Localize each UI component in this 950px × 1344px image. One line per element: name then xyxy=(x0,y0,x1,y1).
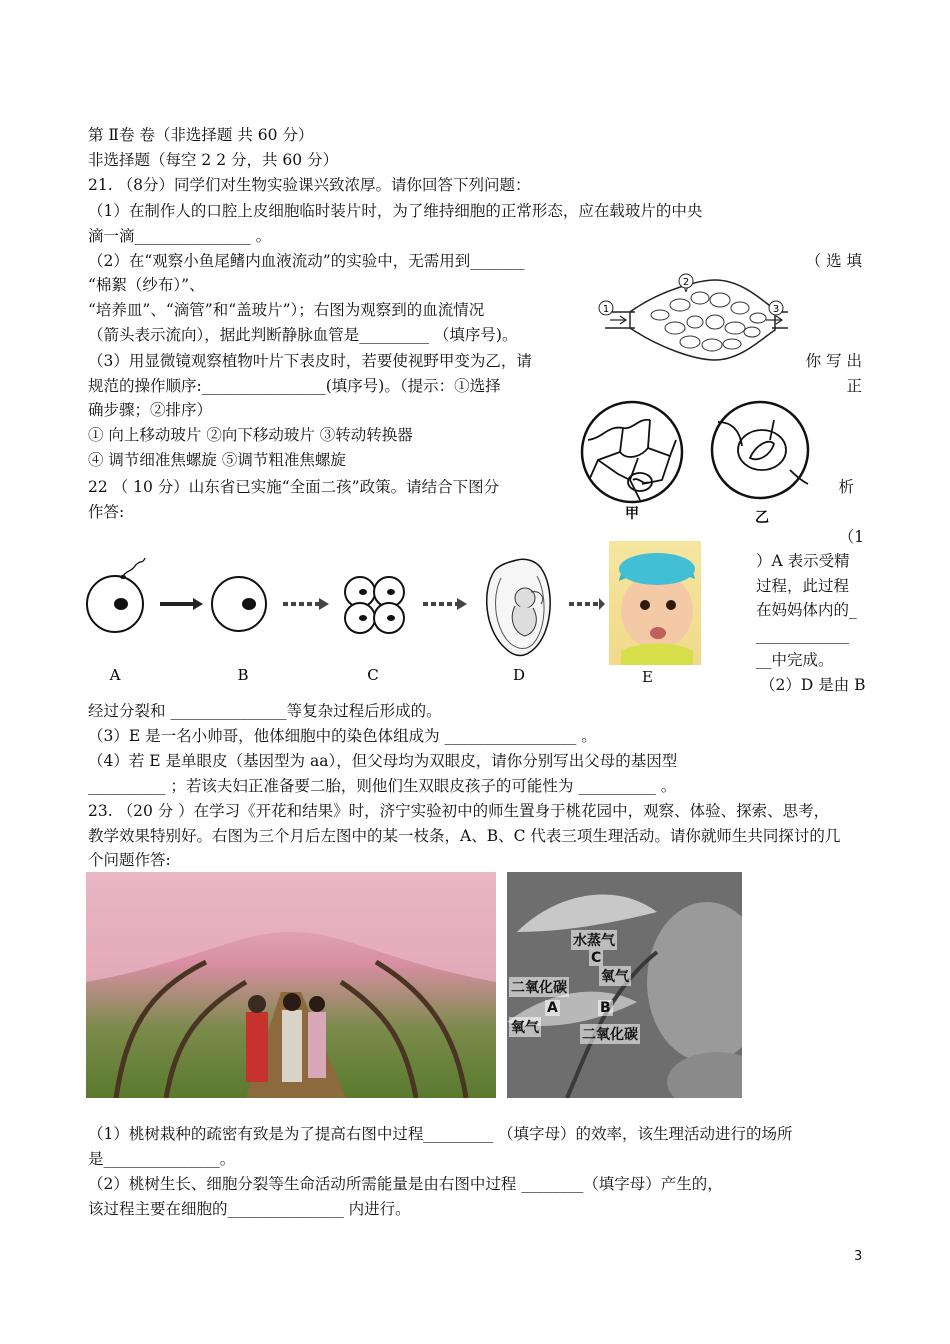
vessel-label-2: 2 xyxy=(682,277,690,288)
blood-vessel-figure xyxy=(590,270,790,370)
q23-head3: 个问题作答: xyxy=(88,851,171,869)
q23-head2: 教学效果特别好。右图为三个月后左图中的某一枝条，A、B、C 代表三项生理活动。请你就师生共同探讨的几 xyxy=(88,827,841,845)
baby-photo xyxy=(609,541,701,665)
q21-p1a: （1）在制作人的口腔上皮细胞临时装片时，为了维持细胞的正常形态，应在载玻片的中央 xyxy=(88,202,703,220)
leaf-label-a: A xyxy=(547,1000,558,1016)
microscope-fields-figure xyxy=(578,400,818,530)
q22-side5: ____________ xyxy=(756,626,849,644)
peach-orchard-photo xyxy=(86,872,496,1098)
q21-p2c: “培养皿”、“滴管”和“盖玻片”）；右图为观察到的血流情况 xyxy=(88,301,485,319)
q23-head: 23. （20 分 ）在学习《开花和结果》时，济宁实验初中的师生置身于桃花园中，观察、体验、探索、思考， xyxy=(88,802,830,820)
q22-side2: ）A 表示受精 xyxy=(756,552,850,570)
vessel-label-3: 3 xyxy=(772,304,780,315)
leaf-label-co2-bottom: 二氧化碳 xyxy=(580,1024,640,1044)
page-number: 3 xyxy=(854,1249,863,1264)
q22-side6: __中完成。 xyxy=(756,651,834,669)
q21-p3c: 确步骤；②排序） xyxy=(88,401,213,419)
section-subtitle: 非选择题（每空 2 2 分，共 60 分） xyxy=(88,151,339,169)
vessel-label-1: 1 xyxy=(602,304,610,315)
leaf-label-b: B xyxy=(600,1000,611,1016)
stage-label-a: A xyxy=(109,666,121,684)
q23-p1a: （1）桃树栽种的疏密有致是为了提高右图中过程_________ （填字母）的效率，该生理活动进行的场所 xyxy=(88,1125,793,1143)
section-title: 第 Ⅱ卷 卷（非选择题 共 60 分） xyxy=(88,126,314,144)
q21-opt1: ① 向上移动玻片 ②向下移动玻片 ③转动转换器 xyxy=(88,426,413,444)
leaf-label-water: 水蒸气 xyxy=(571,930,617,950)
q21-p3a: （3）用显微镜观察植物叶片下表皮时，若要使视野甲变为乙，请 xyxy=(88,352,532,370)
q21-p3a-right: 你 写 出 xyxy=(805,352,862,370)
stage-label-e: E xyxy=(642,668,653,686)
q22-side4: 在妈妈体内的_ xyxy=(756,601,857,619)
leaf-label-c: C xyxy=(591,950,602,966)
leaf-label-o2-bottom: 氧气 xyxy=(509,1017,541,1037)
q21-p2a-right: （ 选 填 xyxy=(805,252,862,270)
q21-p2d: （箭头表示流向），据此判断静脉血管是_________ （填序号)。 xyxy=(88,326,518,344)
q21-opt2: ④ 调节细准焦螺旋 ⑤调节粗准焦螺旋 xyxy=(88,451,346,469)
field-label-yi: 乙 xyxy=(755,510,769,526)
q22-head-right: 析 xyxy=(838,478,854,496)
stage-label-d: D xyxy=(512,666,526,684)
stage-label-b: B xyxy=(237,666,249,684)
q22-head: 22 （ 10 分）山东省已实施“全面二孩”政策。请结合下图分 xyxy=(88,478,500,496)
q22-side7: （2）D 是由 B xyxy=(760,676,866,694)
q22-side3: 过程，此过程 xyxy=(756,577,850,595)
q21-p2a: （2）在“观察小鱼尾鳍内血液流动”的实验中，无需用到_______ xyxy=(88,252,525,270)
q22-side1: （1 xyxy=(838,528,864,546)
q23-p1b: 是_______________。 xyxy=(88,1150,236,1168)
field-label-jia: 甲 xyxy=(625,506,639,522)
q21-head: 21. （8分）同学们对生物实验课兴致浓厚。请你回答下列问题： xyxy=(88,176,531,194)
stage-label-c: C xyxy=(367,666,379,684)
q21-p3b: 规范的操作顺序:________________(填序号)。（提示：①选择 xyxy=(88,377,501,395)
q22-p4b: __________ ；若该夫妇正准备要二胎，则他们生双眼皮孩子的可能性为 __________ 。 xyxy=(88,777,677,795)
q21-p1b: 滴一滴_______________ 。 xyxy=(88,227,272,245)
q23-p2a: （2）桃树生长、细胞分裂等生命活动所需能量是由右图中过程 ________（填字母）产生的， xyxy=(88,1175,723,1193)
development-sequence-figure xyxy=(85,540,605,690)
leaf-label-o2-top: 氧气 xyxy=(599,966,631,986)
leaf-label-co2-left: 二氧化碳 xyxy=(509,977,569,997)
q22-head2: 作答: xyxy=(88,503,125,521)
q21-p3b-right: 正 xyxy=(846,377,862,395)
q21-p2b: “棉絮（纱布）”、 xyxy=(88,276,205,294)
q22-p3: （3）E 是一名小帅哥，他体细胞中的染色体组成为 _________________ 。 xyxy=(88,727,597,745)
q22-p2: 经过分裂和 _______________等复杂过程后形成的。 xyxy=(88,702,442,720)
q22-p4a: （4）若 E 是单眼皮（基因型为 aa），但父母均为双眼皮，请你分别写出父母的基因型 xyxy=(88,752,678,770)
q23-p2b: 该过程主要在细胞的_______________ 内进行。 xyxy=(88,1200,411,1218)
